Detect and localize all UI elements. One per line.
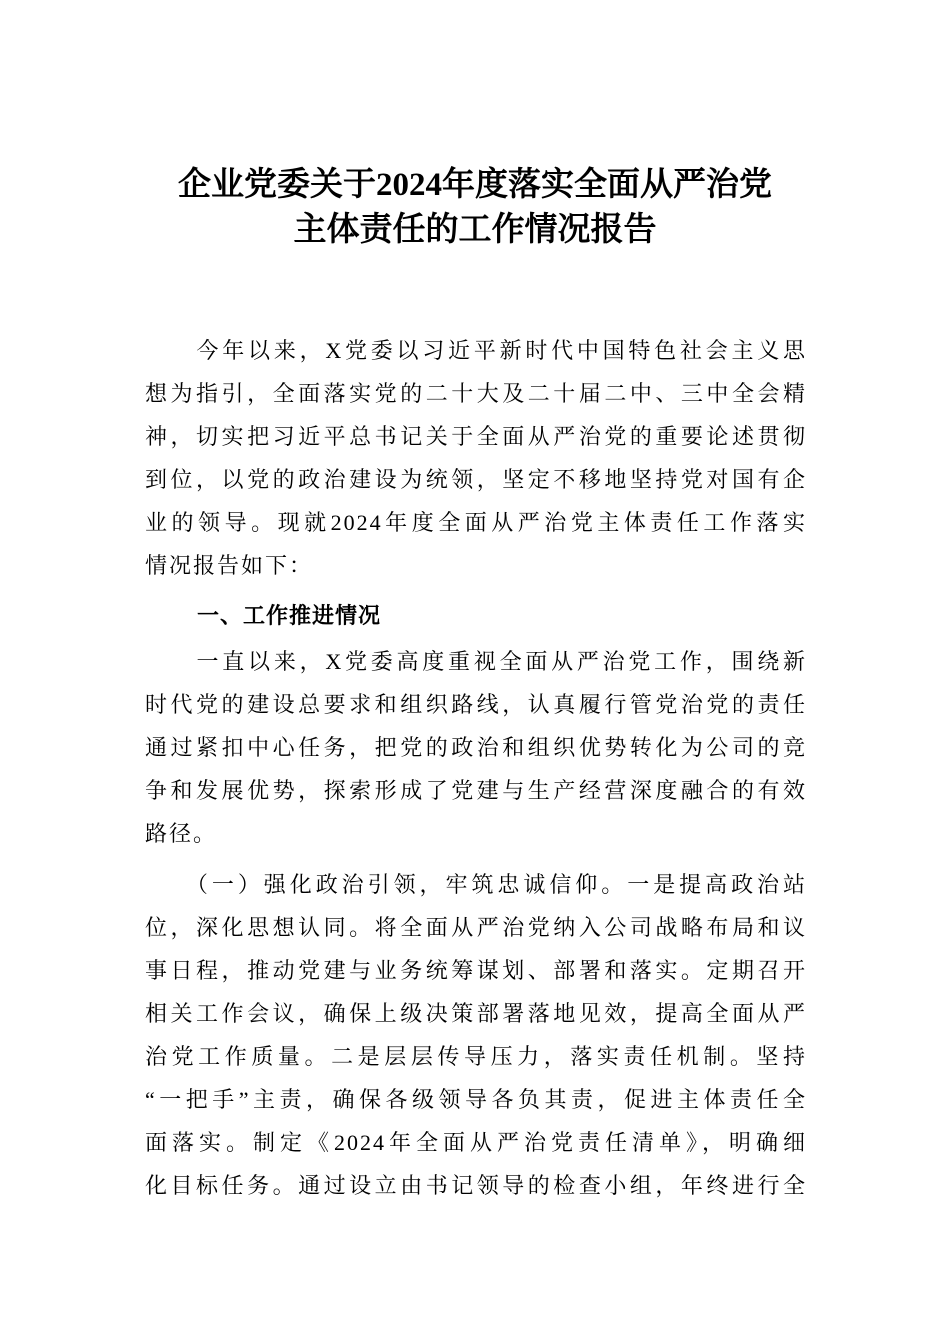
text-line: 时代党的建设总要求和组织路线，认真履行管党治党的责任 bbox=[145, 692, 807, 717]
work-progress-paragraph bbox=[145, 640, 807, 855]
text-line: 面落实。制定《2024年全面从严治党责任清单》，明确细 bbox=[145, 1130, 807, 1155]
document-title-line-2: 主体责任的工作情况报告 bbox=[293, 212, 657, 248]
text-line: 争和发展优势，探索形成了党建与生产经营深度融合的有效 bbox=[145, 778, 807, 803]
document-title-line-1: 企业党委关于2024年度落实全面从严治党 bbox=[178, 167, 772, 203]
text-line: 业的领导。现就2024年度全面从严治党主体责任工作落实 bbox=[145, 510, 807, 535]
political-leadership-paragraph bbox=[145, 863, 807, 1207]
text-line: （一）强化政治引领，牢筑忠诚信仰。一是提高政治站 bbox=[145, 872, 807, 897]
text-line: 今年以来，X党委以习近平新时代中国特色社会主义思 bbox=[145, 338, 807, 363]
intro-paragraph bbox=[145, 329, 807, 587]
text-line: 情况报告如下： bbox=[145, 553, 314, 578]
text-line: 到位，以党的政治建设为统领，坚定不移地坚持党对国有企 bbox=[145, 467, 807, 492]
text-line: 路径。 bbox=[145, 821, 218, 846]
text-line: 相关工作会议，确保上级决策部署落地见效，提高全面从严 bbox=[145, 1001, 807, 1026]
paragraph-gap bbox=[145, 855, 807, 863]
text-line: 想为指引，全面落实党的二十大及二十届二中、三中全会精 bbox=[145, 381, 807, 406]
text-line: 一直以来，X党委高度重视全面从严治党工作，围绕新 bbox=[145, 649, 807, 674]
text-line: 化目标任务。通过设立由书记领导的检查小组，年终进行全 bbox=[145, 1173, 807, 1198]
text-line: “一把手”主责，确保各级领导各负其责，促进主体责任全 bbox=[145, 1087, 807, 1112]
text-line: 通过紧扣中心任务，把党的政治和组织优势转化为公司的竞 bbox=[145, 735, 807, 760]
text-line: 神，切实把习近平总书记关于全面从严治党的重要论述贯彻 bbox=[145, 424, 807, 449]
text-line: 事日程，推动党建与业务统筹谋划、部署和落实。定期召开 bbox=[145, 958, 807, 983]
section-heading: 一、工作推进情况 bbox=[197, 603, 382, 628]
document-body bbox=[145, 329, 807, 1207]
text-line: 治党工作质量。二是层层传导压力，落实责任机制。坚持 bbox=[145, 1044, 807, 1069]
text-line: 位，深化思想认同。将全面从严治党纳入公司战略布局和议 bbox=[145, 915, 807, 940]
